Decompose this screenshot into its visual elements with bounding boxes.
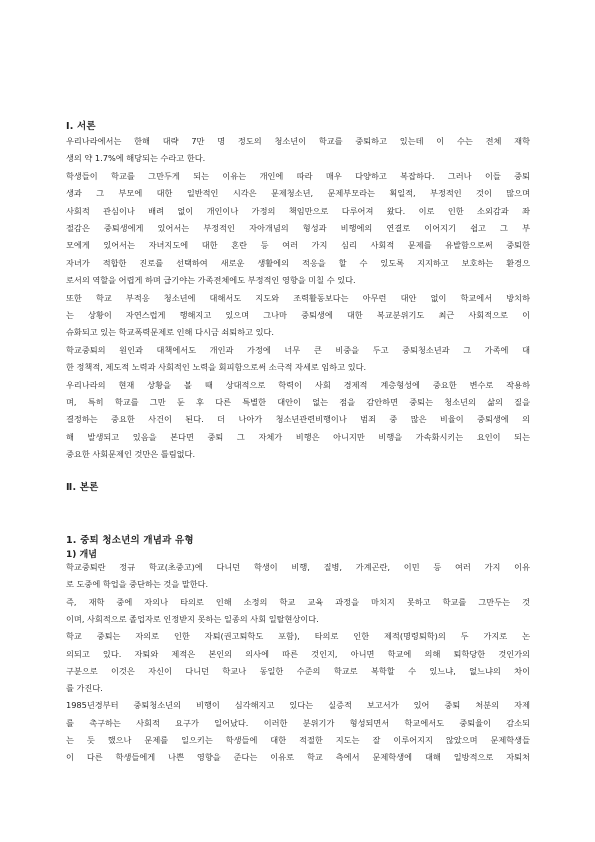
section1-subheading: 1) 개념 xyxy=(66,550,97,560)
text-line: 로 도중에 학업을 중단하는 것을 말한다. xyxy=(66,579,209,590)
text-line: 를 가진다. xyxy=(66,683,103,694)
text-line: 의되고 있다. 자퇴와 제적은 본인의 의사에 따른 것인지, 아니면 학교에 의해 퇴학당한 것인가의 xyxy=(66,648,530,659)
text-line: 이 다른 학생들에게 나쁜 영향을 준다는 이유로 학교 측에서 문제학생에 대해 일방적으로 자퇴처 xyxy=(66,752,530,763)
section1-heading: 1. 중퇴 청소년의 개념과 유형 xyxy=(66,535,194,546)
text-line: 학교 중퇴는 자의로 인한 자퇴(권고퇴학도 포함), 타의로 인한 제적(명령퇴학)의 두 가지로 논 xyxy=(66,631,530,642)
intro-heading: Ⅰ. 서론 xyxy=(66,121,96,132)
text-line: 학교중퇴의 원인과 대책에서도 개인과 가정에 너무 큰 비중을 두고 중퇴청소년과 그 가족에 대 xyxy=(66,344,530,355)
text-line: 슈화되고 있는 학교폭력문제로 인해 다시금 쇠퇴하고 있다. xyxy=(66,327,275,338)
text-line: 이며, 사회적으로 졸업자로 인정받지 못하는 일종의 사회 일탈현상이다. xyxy=(66,613,319,624)
body-heading: Ⅱ. 본론 xyxy=(66,482,99,493)
text-line: 구분으로 이것은 자신이 다니던 학교나 동일한 수준의 학교로 복학할 수 있느냐, 없느냐의 차이 xyxy=(66,665,530,676)
text-line: 절감은 중퇴생에게 있어서는 부정적인 자아개념의 형성과 비행에의 연결로 이어지기 쉽고 그 부 xyxy=(66,223,530,233)
text-line: 한 정책적, 제도적 노력과 사회적인 노력을 회피함으로써 소극적 자세로 임하고 있다. xyxy=(66,362,367,373)
text-line: 즉, 재학 중에 자의나 타의로 인해 소정의 학교 교육 과정을 마치지 못하고 학교를 그만두는 것 xyxy=(66,596,530,607)
text-line: 학교중퇴란 정규 학교(초중고)에 다니던 학생이 비행, 질병, 가계곤란, 이민 등 여러 가지 이유 xyxy=(66,562,530,572)
text-line: 1985년경부터 중퇴청소년의 비행이 심각해지고 있다는 실증적 보고서가 있어 중퇴 처분의 자제 xyxy=(66,700,530,711)
text-line: 며, 특히 학교를 그만 둔 후 다른 특별한 대안이 없는 점을 감안하면 중퇴는 청소년의 삶의 질을 xyxy=(66,397,530,407)
text-line: 결정하는 중요한 사건이 된다. 더 나아가 청소년관련비행이나 범죄 중 많은 비율이 중퇴생에 의 xyxy=(66,414,530,425)
text-line: 모에게 있어서는 자녀지도에 대한 혼란 등 여러 가지 심리 사회적 문제를 유발함으로써 중퇴한 xyxy=(66,240,530,251)
text-line: 또한 학교 부적응 청소년에 대해서도 지도와 조력활동보다는 아무런 대안 없이 학교에서 방치하 xyxy=(66,292,530,303)
text-line: 자녀가 적합한 진로를 선택하여 새로운 생활에의 적응을 할 수 있도록 지지하고 보호하는 환경으 xyxy=(66,257,530,268)
text-line: 우리나라에서는 한해 대략 7만 명 정도의 청소년이 학교를 중퇴하고 있는데 이 수는 전체 재학 xyxy=(66,136,530,146)
text-line: 생과 그 부모에 대한 일반적인 시각은 문제청소년, 문제부모라는 획일적, 부정적인 것이 많으며 xyxy=(66,188,530,199)
text-line: 해 발생되고 있음을 본다면 중퇴 그 자체가 비행은 아니지만 비행을 가속화시키는 요인이 되는 xyxy=(66,431,530,442)
text-line: 학생들이 학교를 그만두게 되는 이유는 개인에 따라 매우 다양하고 복잡하다. 그러나 이들 중퇴 xyxy=(66,170,530,181)
text-line: 중요한 사회문제인 것만은 틀림없다. xyxy=(66,449,196,460)
text-line: 는 듯 했으나 문제를 일으키는 학생들에 대한 적절한 지도는 잘 이루어지지 않았으며 문제학생들 xyxy=(66,735,530,745)
text-line: 우리나라의 현재 상황을 볼 때 상대적으로 학력이 사회 경제적 계층형성에 중요한 변수로 작용하 xyxy=(66,379,530,390)
text-line: 로서의 역할을 어렵게 하며 급기야는 가족전체에도 부정적인 영향을 미칠 수 있다. xyxy=(66,275,356,286)
text-line: 생의 약 1.7%에 해당되는 수라고 한다. xyxy=(66,153,206,164)
text-line: 는 상황이 자연스럽게 행해지고 있으며 그나마 중퇴생에 대한 복교분위기도 최근 사회적으로 이 xyxy=(66,310,530,320)
text-line: 사회적 관심이나 배려 없이 개인이나 가정의 책임만으로 다루어져 왔다. 이로 인한 소외감과 좌 xyxy=(66,205,530,216)
text-line: 를 촉구하는 사회적 요구가 일어났다. 이러한 분위기가 형성되면서 학교에서도 중퇴율이 감소되 xyxy=(66,717,530,728)
